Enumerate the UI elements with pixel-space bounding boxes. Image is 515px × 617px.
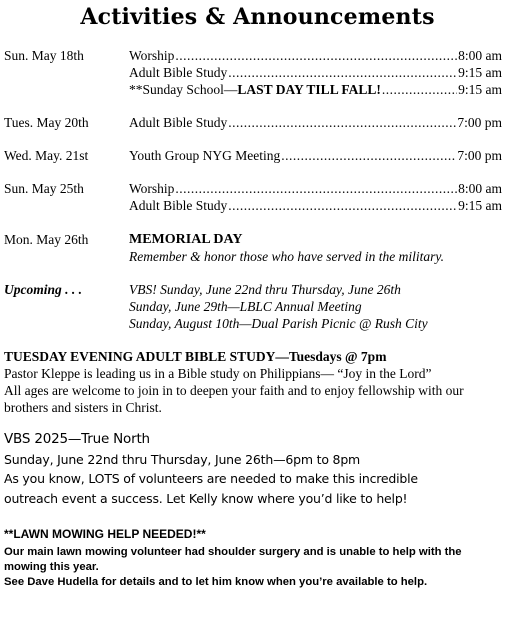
item-time: 9:15 am [458,65,502,80]
vbs-announcement [4,430,512,508]
item-name: Adult Bible Study [129,115,228,130]
item-name-prefix: **Sunday School— [129,82,238,97]
announcement-line: outreach event a success. Let Kelly know where you’d like to help! [4,490,408,506]
schedule-row [0,148,515,165]
schedule-item [129,48,502,64]
upcoming-item: Sunday, June 29th—LBLC Annual Meeting [129,299,362,314]
announcement-line: mowing this year. [4,561,99,573]
schedule-item [129,198,502,214]
announcement-line: Sunday, June 22nd thru Thursday, June 26th—6pm to 8pm [4,451,361,467]
item-time: 7:00 pm [457,115,502,130]
mowing-announcement [4,527,512,590]
schedule-date: Sun. May 25th [4,181,84,196]
upcoming-row [0,299,515,316]
announcement-heading: TUESDAY EVENING ADULT BIBLE STUDY—Tuesdays @ 7pm [4,349,387,364]
schedule-date: Mon. May 26th [4,232,89,247]
announcement-line: As you know, LOTS of volunteers are needed to make this incredible [4,471,418,486]
schedule-item [129,82,502,98]
upcoming-item: VBS! Sunday, June 22nd thru Thursday, June 26th [129,282,401,297]
schedule-row [0,82,515,99]
announcement-line: Pastor Kleppe is leading us in a Bible study on Philippians— “Joy in the Lord” [4,366,432,381]
schedule-date: Sun. May 18th [4,48,84,63]
schedule-date: Tues. May 20th [4,115,89,130]
upcoming-item: Sunday, August 10th—Dual Parish Picnic @ Rush City [129,316,428,331]
upcoming-row [0,282,515,299]
item-name: Youth Group NYG Meeting [129,148,281,163]
announcement-line: All ages are welcome to join in to deepen your faith and to enjoy fellowship with our [4,383,464,398]
schedule-row [0,181,515,198]
item-name: Worship [129,48,175,63]
upcoming-label: Upcoming . . . [4,282,83,297]
item-name: Adult Bible Study [129,65,228,80]
announcement-line: brothers and sisters in Christ. [4,400,162,415]
schedule-row [0,115,515,132]
schedule-row [0,48,515,65]
upcoming-row [0,316,515,333]
schedule-date: Wed. May. 21st [4,148,89,163]
schedule-item [129,148,502,164]
holiday-note: Remember & honor those who have served in the military. [129,249,444,264]
item-time: 7:00 pm [457,148,502,163]
item-time: 9:15 am [458,82,502,97]
page-title: Activities & Announcements [80,4,435,30]
schedule-row [0,232,515,249]
schedule-item [129,65,502,81]
schedule-item [129,181,502,197]
announcement-heading: VBS 2025—True North [4,431,150,447]
adult-study-announcement [4,348,512,416]
announcement-heading: **LAWN MOWING HELP NEEDED!** [4,527,206,541]
schedule-row [0,198,515,215]
announcement-line: See Dave Hudella for details and to let him know when you’re available to help. [4,576,428,588]
item-name: Worship [129,181,175,196]
item-name-emphasis: LAST DAY TILL FALL! [237,82,381,97]
item-time: 9:15 am [458,198,502,213]
item-name: Adult Bible Study [129,198,228,213]
holiday-heading: MEMORIAL DAY [129,232,243,247]
item-time: 8:00 am [458,181,502,196]
item-time: 8:00 am [458,48,502,63]
schedule-row [0,65,515,82]
announcement-line: Our main lawn mowing volunteer had shoulder surgery and is unable to help with the [4,546,462,558]
schedule-row [0,249,515,266]
schedule-item [129,115,502,131]
